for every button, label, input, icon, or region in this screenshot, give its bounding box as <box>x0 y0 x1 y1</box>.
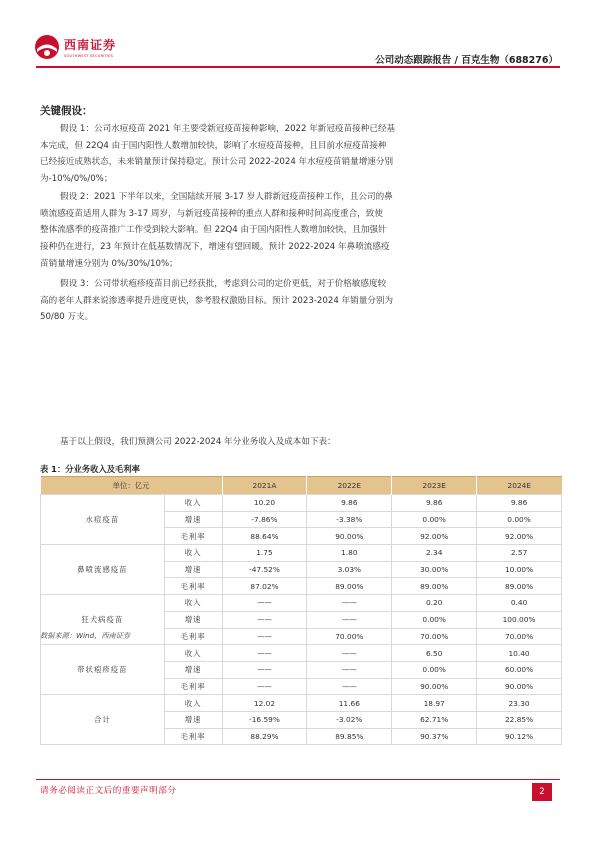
value-cell: 9.86 <box>477 495 562 512</box>
metric-cell: 增速 <box>164 561 222 578</box>
table-body <box>41 495 562 745</box>
sun-logo-icon <box>34 34 60 60</box>
value-cell: —— <box>307 595 392 612</box>
page-number: 2 <box>532 783 552 801</box>
paragraph-line: 50/80 万支。 <box>40 312 94 323</box>
value-cell: —— <box>222 661 307 678</box>
metric-cell: 毛利率 <box>164 678 222 695</box>
metric-cell: 收入 <box>164 545 222 562</box>
metric-cell: 收入 <box>164 495 222 512</box>
value-cell: —— <box>222 678 307 695</box>
paragraph-line: 已经接近成熟状态，未来销量预计保持稳定。预计公司 2022-2024 年水痘疫苗销量增速分别 <box>40 157 394 168</box>
value-cell: 70.00% <box>392 628 477 645</box>
value-cell: 9.86 <box>307 495 392 512</box>
value-cell: 70.00% <box>477 628 562 645</box>
value-cell: 1.75 <box>222 545 307 562</box>
value-cell: 90.12% <box>477 728 562 745</box>
value-cell: 89.00% <box>307 578 392 595</box>
paragraph-line: 本完成，但 22Q4 由于国内阳性人数增加较快，影响了水痘疫苗接种，且目前水痘疫苗接种 <box>40 140 387 151</box>
header-divider <box>36 66 560 68</box>
value-cell: 2.34 <box>392 545 477 562</box>
value-cell: 10.40 <box>477 645 562 662</box>
value-cell: 12.02 <box>222 695 307 712</box>
value-cell: —— <box>222 645 307 662</box>
metric-cell: 收入 <box>164 595 222 612</box>
paragraph-line: 接种仍在进行，23 年预计在低基数情况下，增速有望回暖。预计 2022-2024 年鼻喷流感疫 <box>40 242 390 253</box>
metric-cell: 增速 <box>164 711 222 728</box>
value-cell: 0.00% <box>392 611 477 628</box>
table-row <box>41 495 562 512</box>
value-cell: —— <box>222 611 307 628</box>
paragraph-line: 假设 2：2021 下半年以来，全国陆续开展 3-17 岁人群新冠疫苗接种工作，且公司的鼻 <box>60 192 393 202</box>
segment-name-cell: 鼻喷流感疫苗 <box>41 545 165 595</box>
value-cell: 89.85% <box>307 728 392 745</box>
value-cell: 0.40 <box>477 595 562 612</box>
value-cell: 88.64% <box>222 528 307 545</box>
metric-cell: 增速 <box>164 511 222 528</box>
brand-name-cn: 西南证券 <box>64 38 117 52</box>
value-cell: 30.00% <box>392 561 477 578</box>
segment-name-cell: 狂犬病疫苗 <box>41 595 165 645</box>
value-cell: 89.00% <box>477 578 562 595</box>
value-cell: 18.97 <box>392 695 477 712</box>
value-cell: -3.38% <box>307 511 392 528</box>
metric-cell: 毛利率 <box>164 528 222 545</box>
value-cell: 0.00% <box>392 511 477 528</box>
value-cell: 11.66 <box>307 695 392 712</box>
year-header: 2023E <box>392 477 477 495</box>
table-title: 表 1：分业务收入及毛利率 <box>40 464 140 474</box>
value-cell: 70.00% <box>307 628 392 645</box>
value-cell: 1.80 <box>307 545 392 562</box>
table-row <box>41 545 562 562</box>
value-cell: —— <box>307 611 392 628</box>
summary-paragraph <box>40 434 562 451</box>
metric-cell: 毛利率 <box>164 578 222 595</box>
brand-name-en: SOUTHWEST SECURITIES <box>64 54 114 58</box>
assumption-1-paragraph <box>40 121 562 188</box>
footer-disclaimer: 请务必阅读正文后的重要声明部分 <box>40 786 177 796</box>
segment-name-cell: 带状疱疹疫苗 <box>41 645 165 695</box>
table-row <box>41 645 562 662</box>
revenue-margin-table <box>40 476 562 745</box>
value-cell: 10.20 <box>222 495 307 512</box>
value-cell: 100.00% <box>477 611 562 628</box>
value-cell: 90.37% <box>392 728 477 745</box>
value-cell: 88.29% <box>222 728 307 745</box>
metric-cell: 毛利率 <box>164 628 222 645</box>
value-cell: —— <box>307 645 392 662</box>
company-logo <box>34 30 144 64</box>
value-cell: —— <box>222 628 307 645</box>
value-cell: -7.86% <box>222 511 307 528</box>
paragraph-line: 基于以上假设，我们预测公司 2022-2024 年分业务收入及成本如下表： <box>60 437 336 447</box>
value-cell: 2.57 <box>477 545 562 562</box>
segment-name-cell: 水痘疫苗 <box>41 495 165 545</box>
value-cell: 23.30 <box>477 695 562 712</box>
assumption-2-paragraph <box>40 189 562 273</box>
section-title: 关键假设： <box>40 105 93 117</box>
value-cell: 22.85% <box>477 711 562 728</box>
table-row <box>41 695 562 712</box>
assumption-3-paragraph <box>40 276 562 326</box>
year-header: 2022E <box>307 477 392 495</box>
value-cell: —— <box>222 595 307 612</box>
value-cell: -3.02% <box>307 711 392 728</box>
metric-cell: 收入 <box>164 695 222 712</box>
value-cell: 0.00% <box>477 511 562 528</box>
table-header-row <box>41 477 562 495</box>
table-source: 数据来源：Wind，西南证券 <box>40 631 131 640</box>
metric-cell: 增速 <box>164 661 222 678</box>
table-row <box>41 595 562 612</box>
paragraph-line: 整体流感季的疫苗推广工作受到较大影响。但 22Q4 由于国内阳性人数增加较快，且加强针 <box>40 225 387 236</box>
value-cell: 92.00% <box>392 528 477 545</box>
value-cell: —— <box>307 678 392 695</box>
value-cell: 6.50 <box>392 645 477 662</box>
footer-divider <box>36 779 560 780</box>
paragraph-line: 假设 1：公司水痘疫苗 2021 年主要受新冠疫苗接种影响，2022 年新冠疫苗接种已经基 <box>60 124 396 134</box>
metric-cell: 收入 <box>164 645 222 662</box>
paragraph-line: 为-10%/0%/0%； <box>40 174 113 185</box>
year-header: 2021A <box>222 477 307 495</box>
paragraph-line: 苗销量增速分别为 0%/30%/10%； <box>40 258 178 269</box>
value-cell: 90.00% <box>477 678 562 695</box>
value-cell: —— <box>307 661 392 678</box>
metric-cell: 增速 <box>164 611 222 628</box>
paragraph-line: 喷流感疫苗适用人群为 3-17 周岁，与新冠疫苗接种的重点人群和接种时间高度重合，致使 <box>40 208 383 219</box>
value-cell: 87.02% <box>222 578 307 595</box>
value-cell: 89.00% <box>392 578 477 595</box>
metric-cell: 毛利率 <box>164 728 222 745</box>
paragraph-line: 假设 3：公司带状疱疹疫苗目前已经获批，考虑到公司的定价更低，对于价格敏感度较 <box>60 279 387 289</box>
report-title: 公司动态跟踪报告 / 百克生物（688276） <box>375 55 558 66</box>
value-cell: 90.00% <box>392 678 477 695</box>
value-cell: -16.59% <box>222 711 307 728</box>
value-cell: 60.00% <box>477 661 562 678</box>
value-cell: 0.20 <box>392 595 477 612</box>
paragraph-line: 高的老年人群来说渗透率提升进度更快，参考股权激励目标。预计 2023-2024 年销量分别为 <box>40 295 394 306</box>
value-cell: 62.71% <box>392 711 477 728</box>
value-cell: 9.86 <box>392 495 477 512</box>
value-cell: 90.00% <box>307 528 392 545</box>
segment-name-cell: 合计 <box>41 695 165 745</box>
value-cell: 92.00% <box>477 528 562 545</box>
year-header: 2024E <box>477 477 562 495</box>
unit-header: 单位：亿元 <box>41 477 223 495</box>
value-cell: 3.03% <box>307 561 392 578</box>
value-cell: 10.00% <box>477 561 562 578</box>
value-cell: 0.00% <box>392 661 477 678</box>
value-cell: -47.52% <box>222 561 307 578</box>
